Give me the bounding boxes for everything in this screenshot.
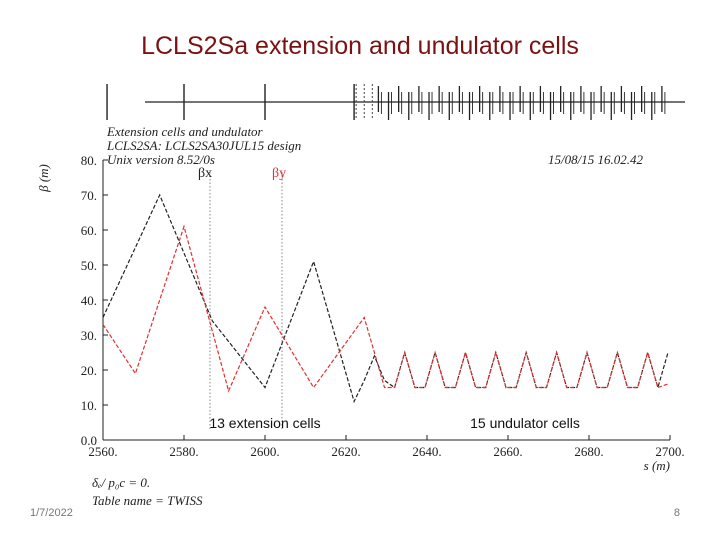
y-axis-label: β (m) [36, 164, 51, 192]
slide-title: LCLS2Sa extension and undulator cells [141, 32, 579, 60]
x-tick-label: 2680. [574, 444, 604, 459]
timestamp: 15/08/15 16.02.42 [548, 152, 643, 167]
legend-beta-y: βy [272, 166, 287, 181]
x-ticks [88, 435, 684, 459]
x-tick-label: 2700. [655, 444, 685, 459]
y-tick-label: 40. [80, 293, 97, 308]
header-line-3: Unix version 8.52/0s [107, 152, 215, 167]
header-line-1: Extension cells and undulator [107, 124, 263, 139]
x-axis-label: s (m) [643, 458, 670, 473]
footer-date: 1/7/2022 [30, 507, 73, 519]
series-line-beta-x [103, 195, 668, 402]
y-tick-label: 70. [80, 188, 97, 203]
x-tick-label: 2660. [493, 444, 523, 459]
y-tick-label: 20. [80, 363, 97, 378]
header-block [106, 124, 643, 167]
x-tick-label: 2620. [331, 444, 361, 459]
data-series [103, 195, 668, 402]
lattice-strip [107, 84, 685, 120]
page-number: 8 [673, 507, 680, 519]
y-tick-label: 60. [80, 223, 97, 238]
footer-line-1: δₑ/ p₀c = 0. [92, 475, 151, 490]
x-tick-label: 2580. [169, 444, 199, 459]
plot-axes [103, 160, 670, 440]
x-tick-label: 2600. [250, 444, 280, 459]
annotation-undulator-cells: 15 undulator cells [470, 415, 580, 431]
x-tick-label: 2560. [88, 444, 118, 459]
y-tick-label: 30. [80, 328, 97, 343]
y-tick-label: 50. [80, 258, 97, 273]
y-tick-label: 80. [80, 153, 97, 168]
annotation-extension-cells: 13 extension cells [209, 415, 321, 431]
y-tick-label: 10. [80, 398, 97, 413]
y-tick-label: 0.0 [80, 433, 97, 448]
legend-beta-x: βx [198, 166, 213, 181]
footer-line-2: Table name = TWISS [92, 493, 203, 508]
x-tick-label: 2640. [412, 444, 442, 459]
y-ticks [81, 153, 108, 448]
legend [198, 166, 286, 430]
header-line-2: LCLS2SA: LCLS2SA30JUL15 design [107, 138, 302, 153]
